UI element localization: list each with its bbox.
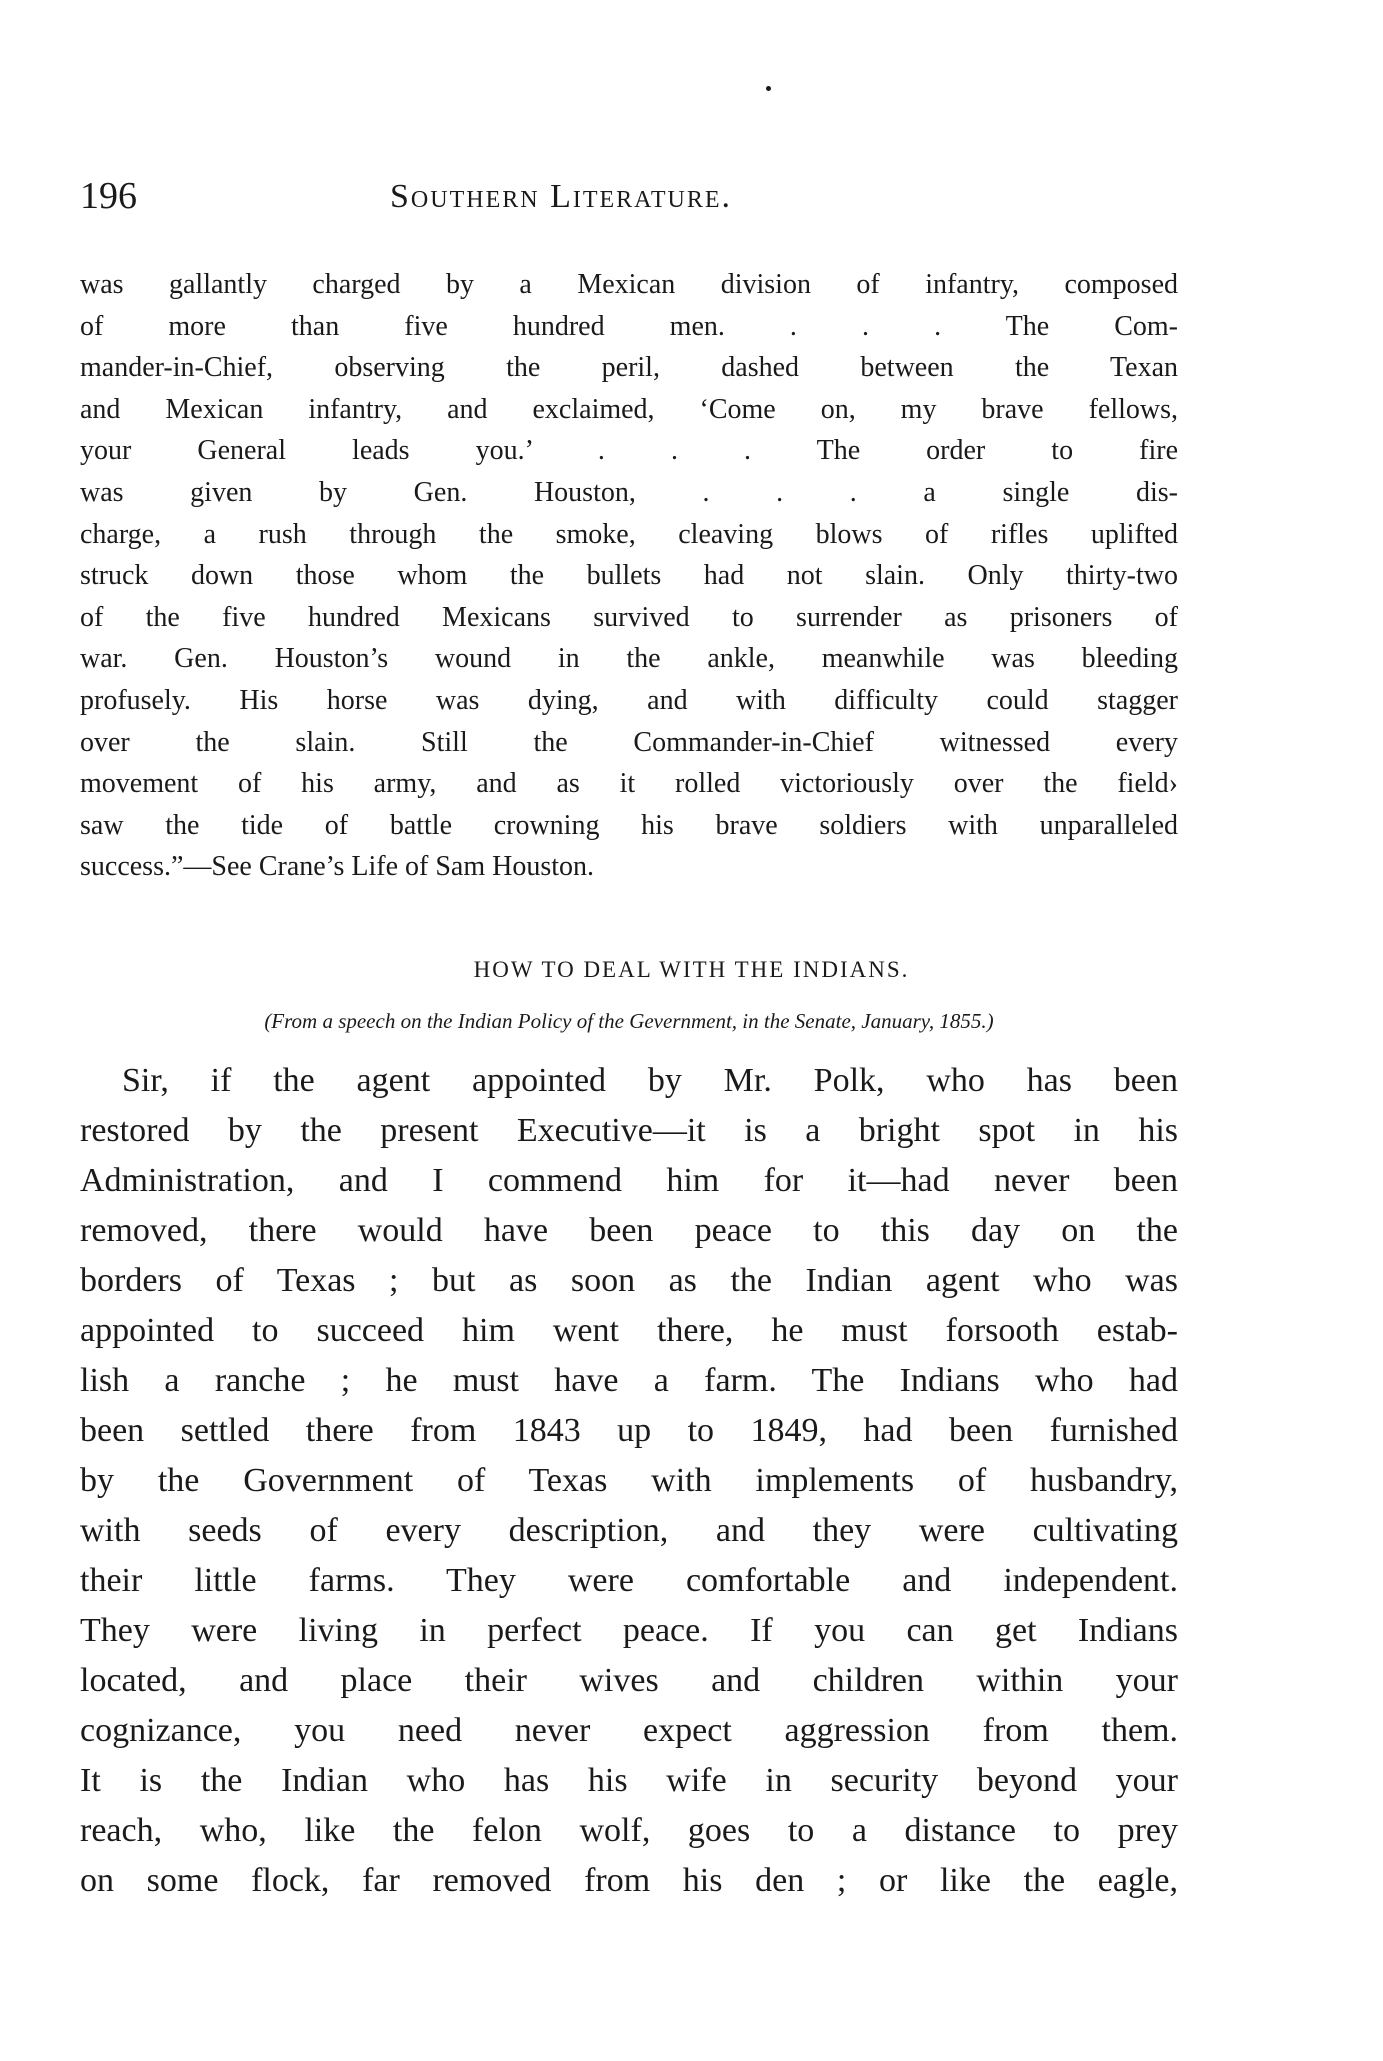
quote-line: was given by Gen. Houston, . . . a single dis- (80, 476, 1178, 508)
speech-line: with seeds of every description, and they were cultivating (80, 1512, 1178, 1549)
quote-line: profusely. His horse was dying, and with difficulty could stagger (80, 684, 1178, 716)
quoted-passage (80, 264, 1178, 888)
quote-line: charge, a rush through the smoke, cleaving blows of rifles uplifted (80, 518, 1178, 550)
quote-line: saw the tide of battle crowning his brave soldiers with unparalleled (80, 809, 1178, 841)
section-heading: HOW TO DEAL WITH THE INDIANS. (473, 957, 910, 982)
speech-line: located, and place their wives and children within your (80, 1662, 1178, 1699)
speech-line: borders of Texas ; but as soon as the Indian agent who was (80, 1262, 1178, 1299)
speech-line: their little farms. They were comfortable and independent. (80, 1562, 1178, 1599)
print-speck (766, 86, 771, 91)
page-number: 196 (80, 175, 137, 217)
running-head (80, 172, 1180, 222)
speech-line: cognizance, you need never expect aggression from them. (80, 1712, 1178, 1749)
quote-line: mander-in-Chief, observing the peril, dashed between the Texan (80, 352, 1178, 384)
speech-line: appointed to succeed him went there, he must forsooth estab- (80, 1312, 1178, 1349)
quote-line: of more than five hundred men. . . . The Com- (80, 310, 1178, 342)
speech-line: Sir, if the agent appointed by Mr. Polk, who has been (122, 1062, 1178, 1099)
speech-line: It is the Indian who has his wife in security beyond your (80, 1762, 1178, 1799)
speech-text (80, 1056, 1178, 1906)
running-title: Southern Literature. (390, 178, 732, 215)
quote-line: was gallantly charged by a Mexican division of infantry, composed (80, 269, 1178, 300)
quote-line: movement of his army, and as it rolled victoriously over the field› (80, 768, 1178, 800)
source-note: (From a speech on the Indian Policy of the Gevernment, in the Senate, January, 1855.) (264, 1009, 994, 1033)
quote-line: and Mexican infantry, and exclaimed, ‘Come on, my brave fellows, (80, 393, 1178, 425)
quote-line: war. Gen. Houston’s wound in the ankle, meanwhile was bleeding (80, 643, 1178, 675)
speech-line: They were living in perfect peace. If you can get Indians (80, 1612, 1178, 1649)
speech-line: reach, who, like the felon wolf, goes to a distance to prey (80, 1812, 1178, 1849)
quote-line: struck down those whom the bullets had not slain. Only thirty-two (80, 560, 1178, 592)
quote-line: your General leads you.’ . . . The order to fire (80, 435, 1178, 467)
speech-line: lish a ranche ; he must have a farm. The Indians who had (80, 1362, 1178, 1399)
speech-line: been settled there from 1843 up to 1849, had been furnished (80, 1412, 1178, 1449)
speech-line: Administration, and I commend him for it—had never been (80, 1162, 1178, 1199)
speech-line: restored by the present Executive—it is a bright spot in his (80, 1112, 1178, 1149)
quote-line: of the five hundred Mexicans survived to surrender as prisoners of (80, 601, 1178, 633)
quote-line: over the slain. Still the Commander-in-Chief witnessed every (80, 726, 1178, 758)
speech-line: on some flock, far removed from his den ; or like the eagle, (80, 1862, 1178, 1899)
quote-line: success.”—See Crane’s Life of Sam Houston. (80, 851, 594, 883)
speech-line: by the Government of Texas with implements of husbandry, (80, 1462, 1178, 1499)
speech-line: removed, there would have been peace to this day on the (80, 1212, 1178, 1249)
